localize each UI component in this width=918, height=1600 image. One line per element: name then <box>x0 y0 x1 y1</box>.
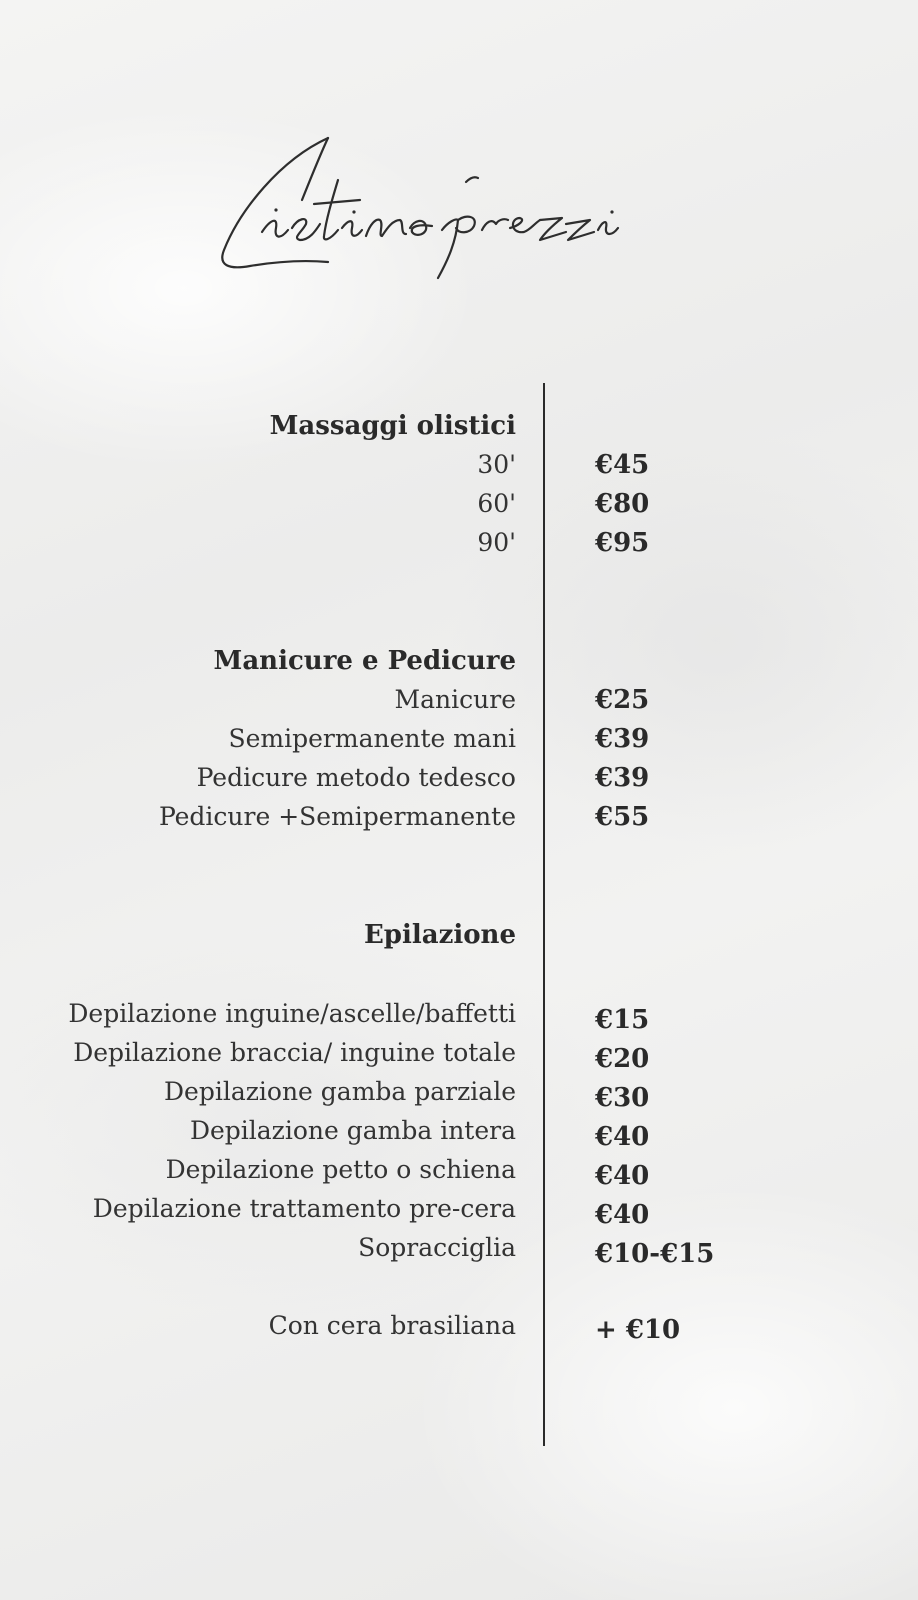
item-price: €15 <box>595 1005 650 1035</box>
section-heading-label: Massaggi olistici <box>269 411 516 441</box>
section-heading-manicure <box>0 643 918 679</box>
title-text <box>238 160 691 234</box>
price-row <box>0 486 918 522</box>
item-price: €55 <box>595 802 650 832</box>
item-label: Pedicure +Semipermanente <box>158 802 516 831</box>
item-label: Depilazione petto o schiena <box>165 1155 516 1184</box>
item-label: Depilazione gamba parziale <box>164 1077 516 1106</box>
price-row <box>0 1152 918 1191</box>
item-price: + €10 <box>595 1315 681 1345</box>
item-price: €40 <box>595 1200 650 1230</box>
price-row <box>0 1113 918 1152</box>
section-heading-epilazione <box>0 917 918 953</box>
price-row <box>0 1191 918 1230</box>
item-price: €39 <box>595 763 650 793</box>
item-price: €80 <box>595 489 650 519</box>
item-price: €30 <box>595 1083 650 1113</box>
item-price: €95 <box>595 528 650 558</box>
section-heading-massaggi <box>0 408 918 444</box>
price-row <box>0 721 918 757</box>
price-row <box>0 682 918 718</box>
item-label: Depilazione gamba intera <box>189 1116 516 1145</box>
item-label: 60' <box>477 489 516 518</box>
item-label: 30' <box>477 450 516 479</box>
item-label: Depilazione trattamento pre-cera <box>92 1194 516 1223</box>
price-row <box>0 760 918 796</box>
price-row <box>0 525 918 561</box>
item-price: €40 <box>595 1161 650 1191</box>
item-label: Sopracciglia <box>358 1233 516 1262</box>
price-row-extra <box>0 1308 918 1344</box>
item-price: €10-€15 <box>595 1239 715 1269</box>
item-label: Con cera brasiliana <box>268 1311 516 1340</box>
page-title <box>210 120 710 290</box>
price-row <box>0 1035 918 1074</box>
item-label: Depilazione braccia/ inguine totale <box>73 1038 516 1067</box>
item-price: €40 <box>595 1122 650 1152</box>
price-row <box>0 799 918 835</box>
item-label: 90' <box>477 528 516 557</box>
price-row <box>0 1074 918 1113</box>
item-label: Semipermanente mani <box>228 724 516 753</box>
section-heading-label: Epilazione <box>363 920 516 950</box>
item-price: €39 <box>595 724 650 754</box>
price-row <box>0 447 918 483</box>
price-row <box>0 1230 918 1269</box>
item-price: €25 <box>595 685 650 715</box>
section-heading-label: Manicure e Pedicure <box>213 646 516 676</box>
item-label: Pedicure metodo tedesco <box>196 763 516 792</box>
item-label: Depilazione inguine/ascelle/baffetti <box>68 999 516 1028</box>
item-price: €45 <box>595 450 650 480</box>
item-label: Manicure <box>394 685 516 714</box>
item-price: €20 <box>595 1044 650 1074</box>
price-row <box>0 996 918 1035</box>
